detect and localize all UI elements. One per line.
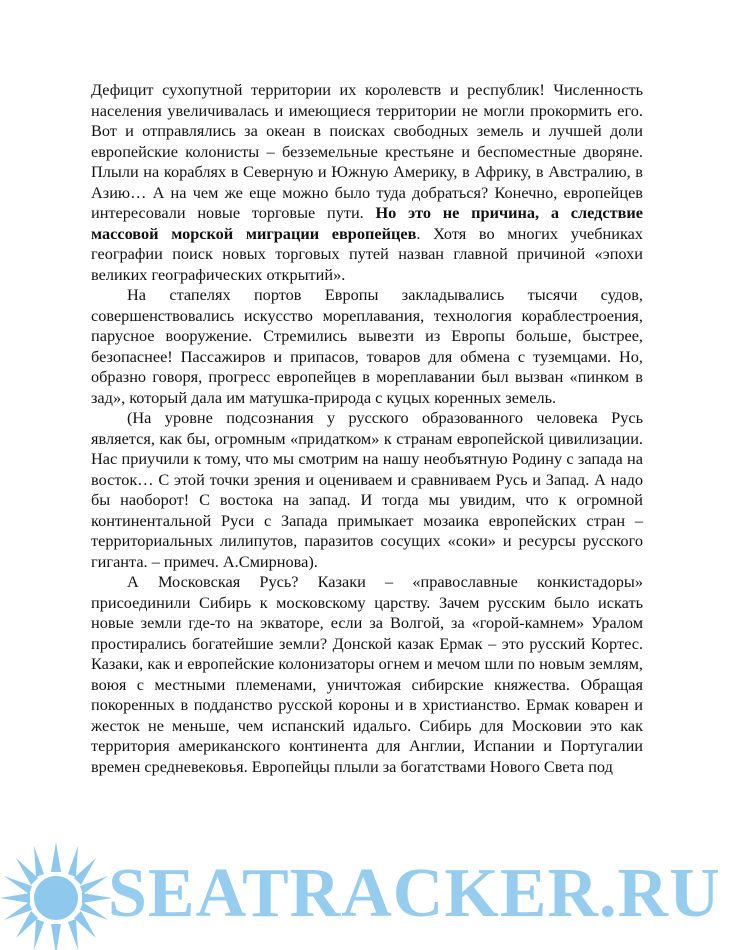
paragraph-1-bold-text: Но это не причина, а следствие массовой морской миграции европейцев [91, 203, 643, 243]
paragraph-4-text: А Московская Русь? Казаки – «православные конкистадоры» присоединили Сибирь к московскому царству. Зачем русским было искать новые земли где-то на экваторе, если за Волгой, за «горой-камнем» Уралом простирались богатейшие земли? Донской казак Ермак – это русский Кортес. Казаки, как и европейские колонизаторы огнем и мечом шли по новым землям, воюя с местными племенами, уничтожая сибирские княжества. Обращая покоренных в подданство русской короны и в христианство. Ермак коварен и жесток не меньше, чем испанский идальго. Сибирь для Московии это как территория американского континента для Англии, Испании и Португалии времен средневековья. Европейцы плыли за богатствами Нового Света под [91, 572, 643, 776]
paragraph-2 [91, 285, 643, 408]
article-text [91, 80, 643, 777]
paragraph-3 [91, 408, 643, 572]
sun-icon [0, 838, 120, 950]
watermark [0, 838, 732, 950]
paragraph-1-text: Дефицит сухопутной территории их королевств и республик! Численность населения увеличивалась и имеющиеся территории не могли прокормить его. Вот и отправлялись за океан в поисках свободных земель и лучшей доли европейские колонисты – безземельные крестьяне и беспоместные дворяне. Плыли на кораблях в Северную и Южную Америку, в Африку, в Австралию, в Азию… А на чем же еще можно было туда добраться? Конечно, европейцев интересовали новые торговые пути. [91, 80, 643, 222]
paragraph-1-text-end: . Хотя во многих учебниках географии поиск новых торговых путей назван главной причиной «эпохи великих географических открытий». [91, 223, 643, 284]
paragraph-1 [91, 80, 643, 285]
paragraph-4 [91, 572, 643, 777]
paragraph-3-text: (На уровне подсознания у русского образованного человека Русь является, как бы, огромным «придатком» к странам европейской цивилизации. Нас приучили к тому, что мы смотрим на нашу необъятную Родину с запада на восток… С этой точки зрения и оцениваем и сравниваем Русь и Запад. А надо бы наоборот! С востока на запад. И тогда мы увидим, что к огромной континентальной Руси с Запада примыкает мозаика европейских стран – территориальных лилипутов, паразитов сосущих «соки» и ресурсы русского гиганта. – примеч. А.Смирнова). [91, 408, 643, 571]
watermark-text: SEATRACKER.RU [108, 855, 721, 932]
paragraph-2-text: На стапелях портов Европы закладывались тысячи судов, совершенствовались искусство мореплавания, технология кораблестроения, парусное вооружение. Стремились вывезти из Европы больше, быстрее, безопаснее! Пассажиров и припасов, товаров для обмена с туземцами. Но, образно говоря, прогресс европейцев в мореплавании был вызван «пинком в зад», который дала им матушка-природа с куцых коренных земель. [91, 285, 643, 407]
